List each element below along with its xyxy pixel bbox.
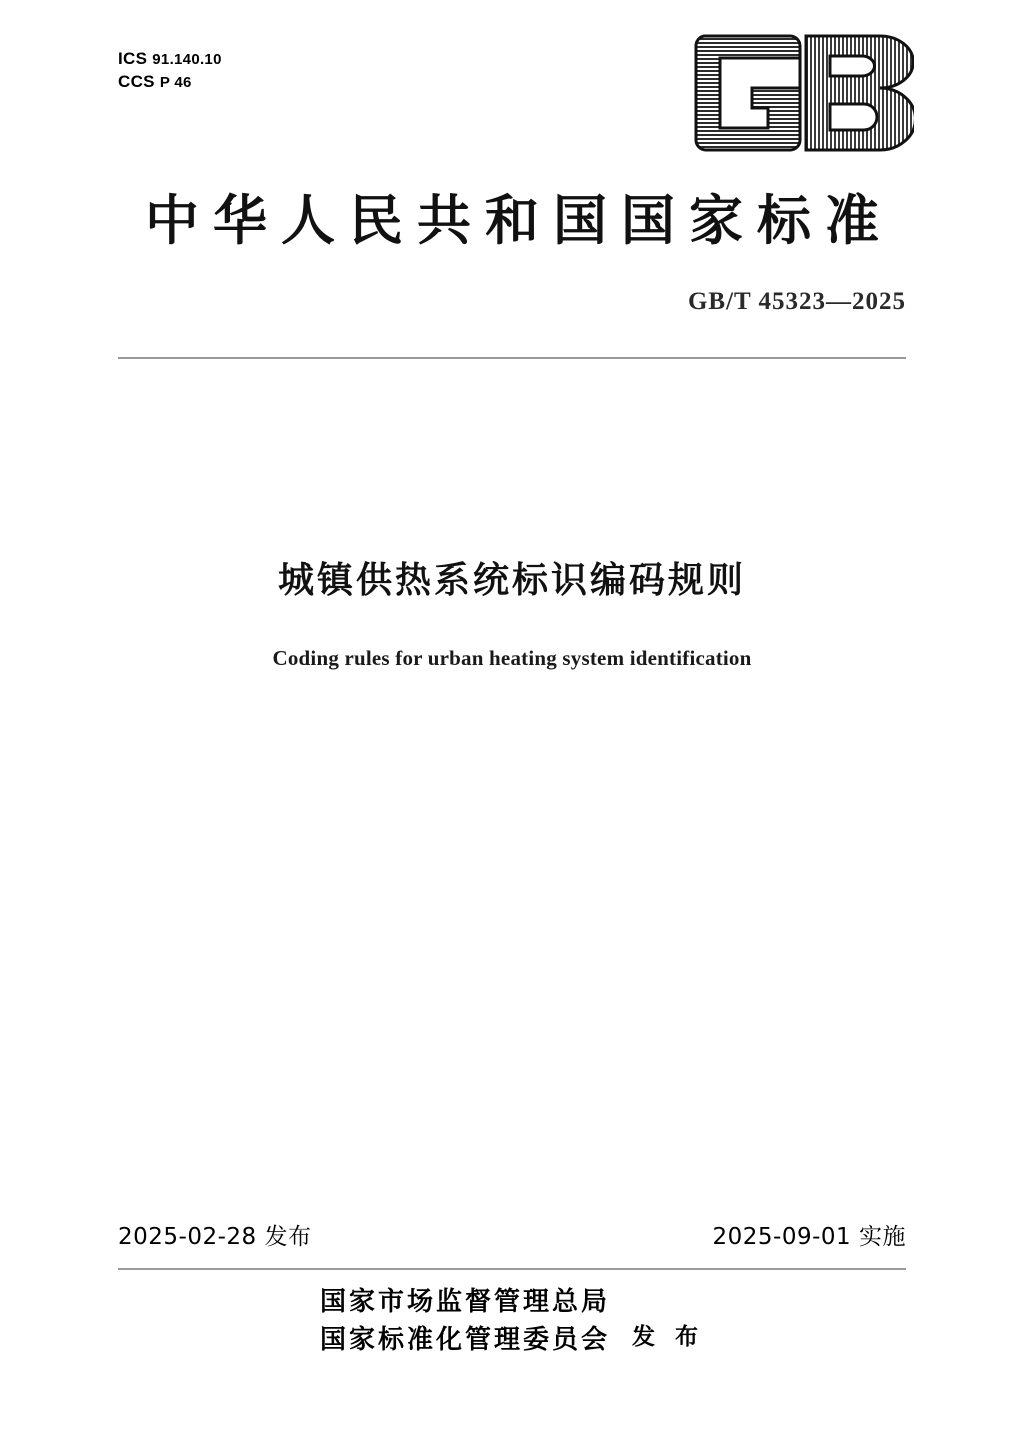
page-title: 中华人民共和国国家标准	[145, 189, 893, 252]
ccs-value: P 46	[159, 73, 192, 91]
ics-label: ICS	[118, 49, 148, 68]
ccs-label: CCS	[118, 71, 155, 91]
issuer-block	[0, 1284, 1024, 1359]
effective-date: 2025-09-01 实施	[712, 1224, 906, 1250]
ccs-code	[118, 71, 222, 94]
issuer-names	[320, 1284, 610, 1359]
classification-block	[118, 48, 222, 94]
issue-date: 2025-02-28 发布	[118, 1224, 312, 1250]
top-divider	[118, 357, 906, 359]
document-title-chinese: 城镇供热系统标识编码规则	[277, 560, 746, 601]
issuer-line-2: 国家标准化管理委员会	[319, 1324, 610, 1355]
document-title-english: Coding rules for urban heating system identification	[272, 646, 752, 670]
ics-value: 91.140.10	[152, 51, 222, 68]
standard-number: GB/T 45323—2025	[687, 288, 906, 315]
issuer-publish-label: 发 布	[632, 1324, 705, 1351]
bottom-divider	[118, 1268, 906, 1270]
issuer-line-1: 国家市场监督管理总局	[319, 1287, 610, 1317]
ics-code	[118, 48, 222, 71]
gb-emblem-icon	[694, 30, 914, 155]
